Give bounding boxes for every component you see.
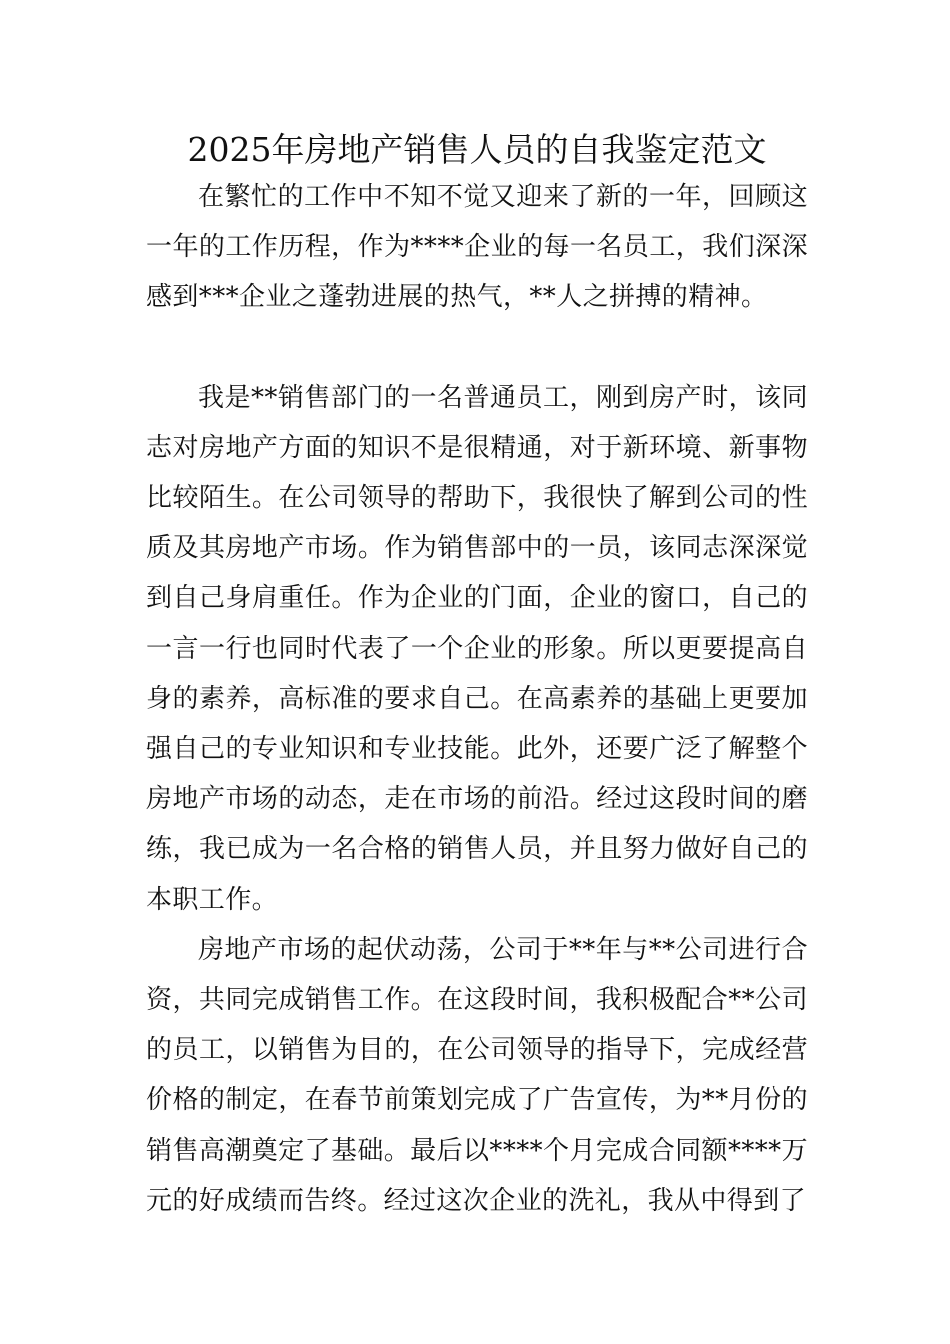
paragraph-3: 房地产市场的起伏动荡，公司于**年与**公司进行合资，共同完成销售工作。在这段时间，我积极配合**公司的员工，以销售为目的，在公司领导的指导下，完成经营价格的制定，在春节前策划完成了广告宣传，为**月份的销售高潮奠定了基础。最后以****个月完成合同额****万元的好成绩而告终。经过这次企业的洗礼，我从中得到了: [146, 934, 808, 1216]
paragraph-gap: [146, 323, 808, 373]
document-title: 2025年房地产销售人员的自我鉴定范文: [187, 130, 767, 169]
document-page: [146, 128, 808, 1226]
paragraph-2: 我是**销售部门的一名普通员工，刚到房产时，该同志对房地产方面的知识不是很精通，对于新环境、新事物比较陌生。在公司领导的帮助下，我很快了解到公司的性质及其房地产市场。作为销售部中的一员，该同志深深觉到自己身肩重任。作为企业的门面，企业的窗口，自己的一言一行也同时代表了一个企业的形象。所以更要提高自身的素养，高标准的要求自己。在高素养的基础上更要加强自己的专业知识和专业技能。此外，还要广泛了解整个房地产市场的动态，走在市场的前沿。经过这段时间的磨练，我已成为一名合格的销售人员，并且努力做好自己的本职工作。: [146, 382, 808, 915]
paragraph-1: 在繁忙的工作中不知不觉又迎来了新的一年，回顾这一年的工作历程，作为****企业的每一名员工，我们深深感到***企业之蓬勃进展的热气，**人之拼搏的精神。: [146, 182, 808, 313]
